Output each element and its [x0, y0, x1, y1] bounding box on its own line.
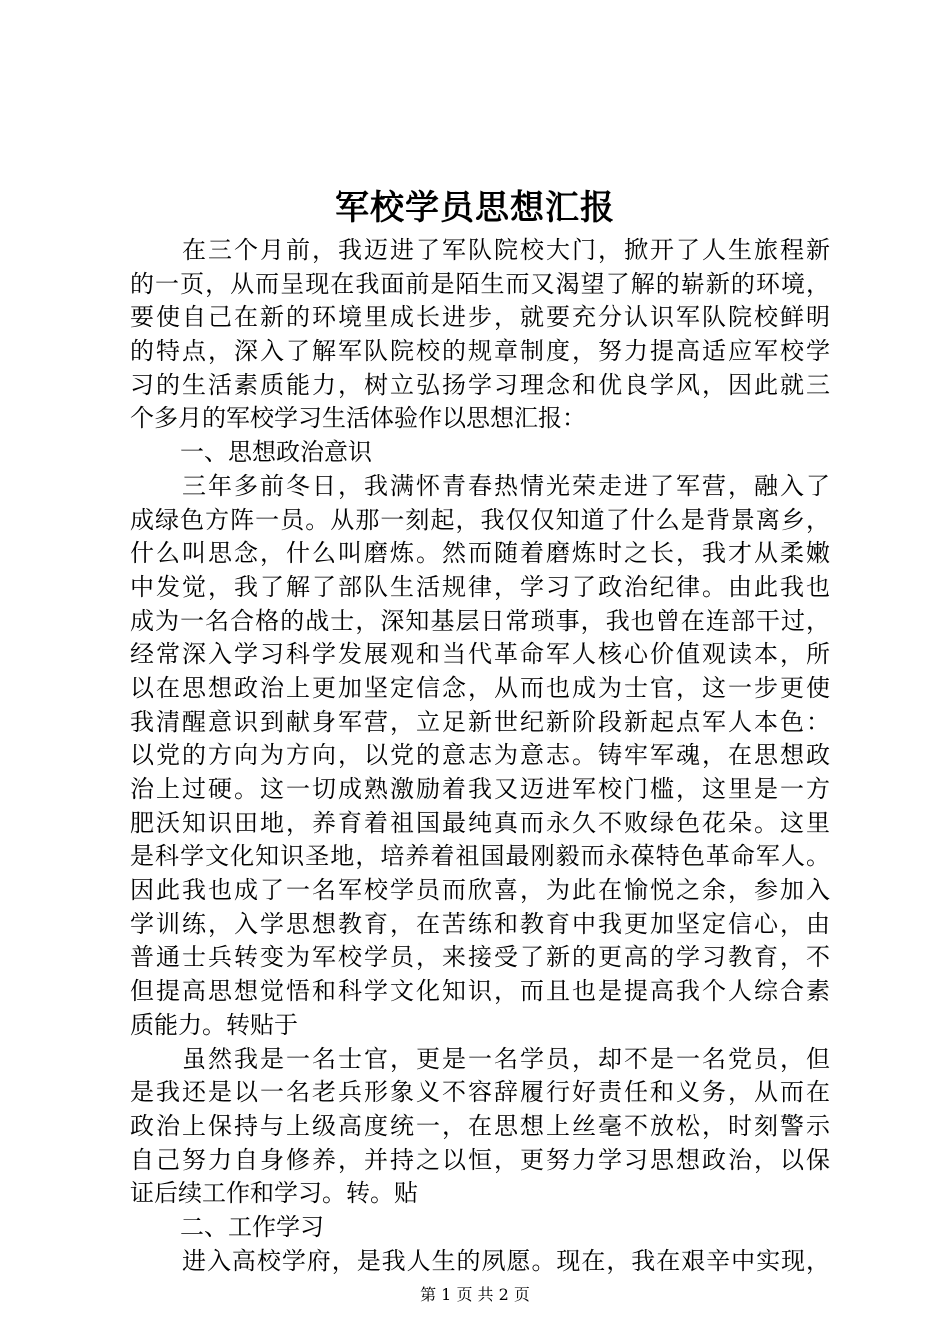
text-line: 质能力。转贴于 [130, 1010, 298, 1039]
text-line: 因此我也成了一名军校学员而欣喜，为此在愉悦之余，参加入 [130, 876, 830, 905]
text-line: 虽然我是一名士官，更是一名学员，却不是一名党员，但 [182, 1044, 830, 1073]
text-line: 但提高思想觉悟和科学文化知识，而且也是提高我个人综合素 [130, 977, 830, 1006]
text-line: 经常深入学习科学发展观和当代革命军人核心价值观读本，所 [130, 640, 830, 669]
text-line: 肥沃知识田地，养育着祖国最纯真而永久不败绿色花朵。这里 [130, 808, 830, 837]
text-line: 政治上保持与上级高度统一，在思想上丝毫不放松，时刻警示 [130, 1111, 830, 1140]
text-line: 成为一名合格的战士，深知基层日常琐事，我也曾在连部干过， [130, 606, 830, 635]
text-line: 进入高校学府，是我人生的夙愿。现在，我在艰辛中实现， [182, 1246, 830, 1275]
text-line: 治上过硬。这一切成熟激励着我又迈进军校门槛，这里是一方 [130, 775, 830, 803]
section-heading: 一、思想政治意识 [180, 438, 372, 467]
text-line: 要使自己在新的环境里成长进步，就要充分认识军队院校鲜明 [130, 303, 830, 332]
text-line: 自己努力自身修养，并持之以恒，更努力学习思想政治，以保 [130, 1145, 830, 1174]
text-line: 是我还是以一名老兵形象义不容辞履行好责任和义务，从而在 [130, 1078, 830, 1107]
text-line: 个多月的军校学习生活体验作以思想汇报： [130, 404, 586, 433]
text-line: 证后续工作和学习。转。贴 [130, 1179, 418, 1208]
text-line: 普通士兵转变为军校学员，来接受了新的更高的学习教育，不 [130, 943, 830, 972]
text-line: 以在思想政治上更加坚定信念，从而也成为士官，这一步更使 [130, 673, 830, 702]
text-line: 成绿色方阵一员。从那一刻起，我仅仅知道了什么是背景离乡， [130, 505, 830, 534]
section-heading: 二、工作学习 [180, 1212, 324, 1241]
document-body [130, 234, 830, 1278]
document-title: 军校学员思想汇报 [335, 188, 615, 228]
text-line: 中发觉，我了解了部队生活规律，学习了政治纪律。由此我也 [130, 572, 830, 601]
page-footer: 第 1 页 共 2 页 [420, 1285, 530, 1304]
text-line: 的一页，从而呈现在我面前是陌生而又渴望了解的崭新的环境， [130, 269, 830, 298]
text-line: 我清醒意识到献身军营，立足新世纪新阶段新起点军人本色： [130, 707, 830, 736]
text-line: 什么叫思念，什么叫磨炼。然而随着磨炼时之长，我才从柔嫩 [130, 539, 830, 568]
text-line: 三年多前冬日，我满怀青春热情光荣走进了军营，融入了 [182, 471, 830, 500]
text-line: 以党的方向为方向，以党的意志为意志。铸牢军魂，在思想政 [130, 741, 830, 770]
text-line: 学训练，入学思想教育，在苦练和教育中我更加坚定信心，由 [130, 909, 830, 938]
text-line: 在三个月前，我迈进了军队院校大门，掀开了人生旅程新 [182, 236, 830, 264]
text-line: 是科学文化知识圣地，培养着祖国最刚毅而永葆特色革命军人。 [130, 842, 830, 871]
text-line: 习的生活素质能力，树立弘扬学习理念和优良学风，因此就三 [130, 370, 830, 399]
text-line: 的特点，深入了解军队院校的规章制度，努力提高适应军校学 [130, 337, 830, 366]
